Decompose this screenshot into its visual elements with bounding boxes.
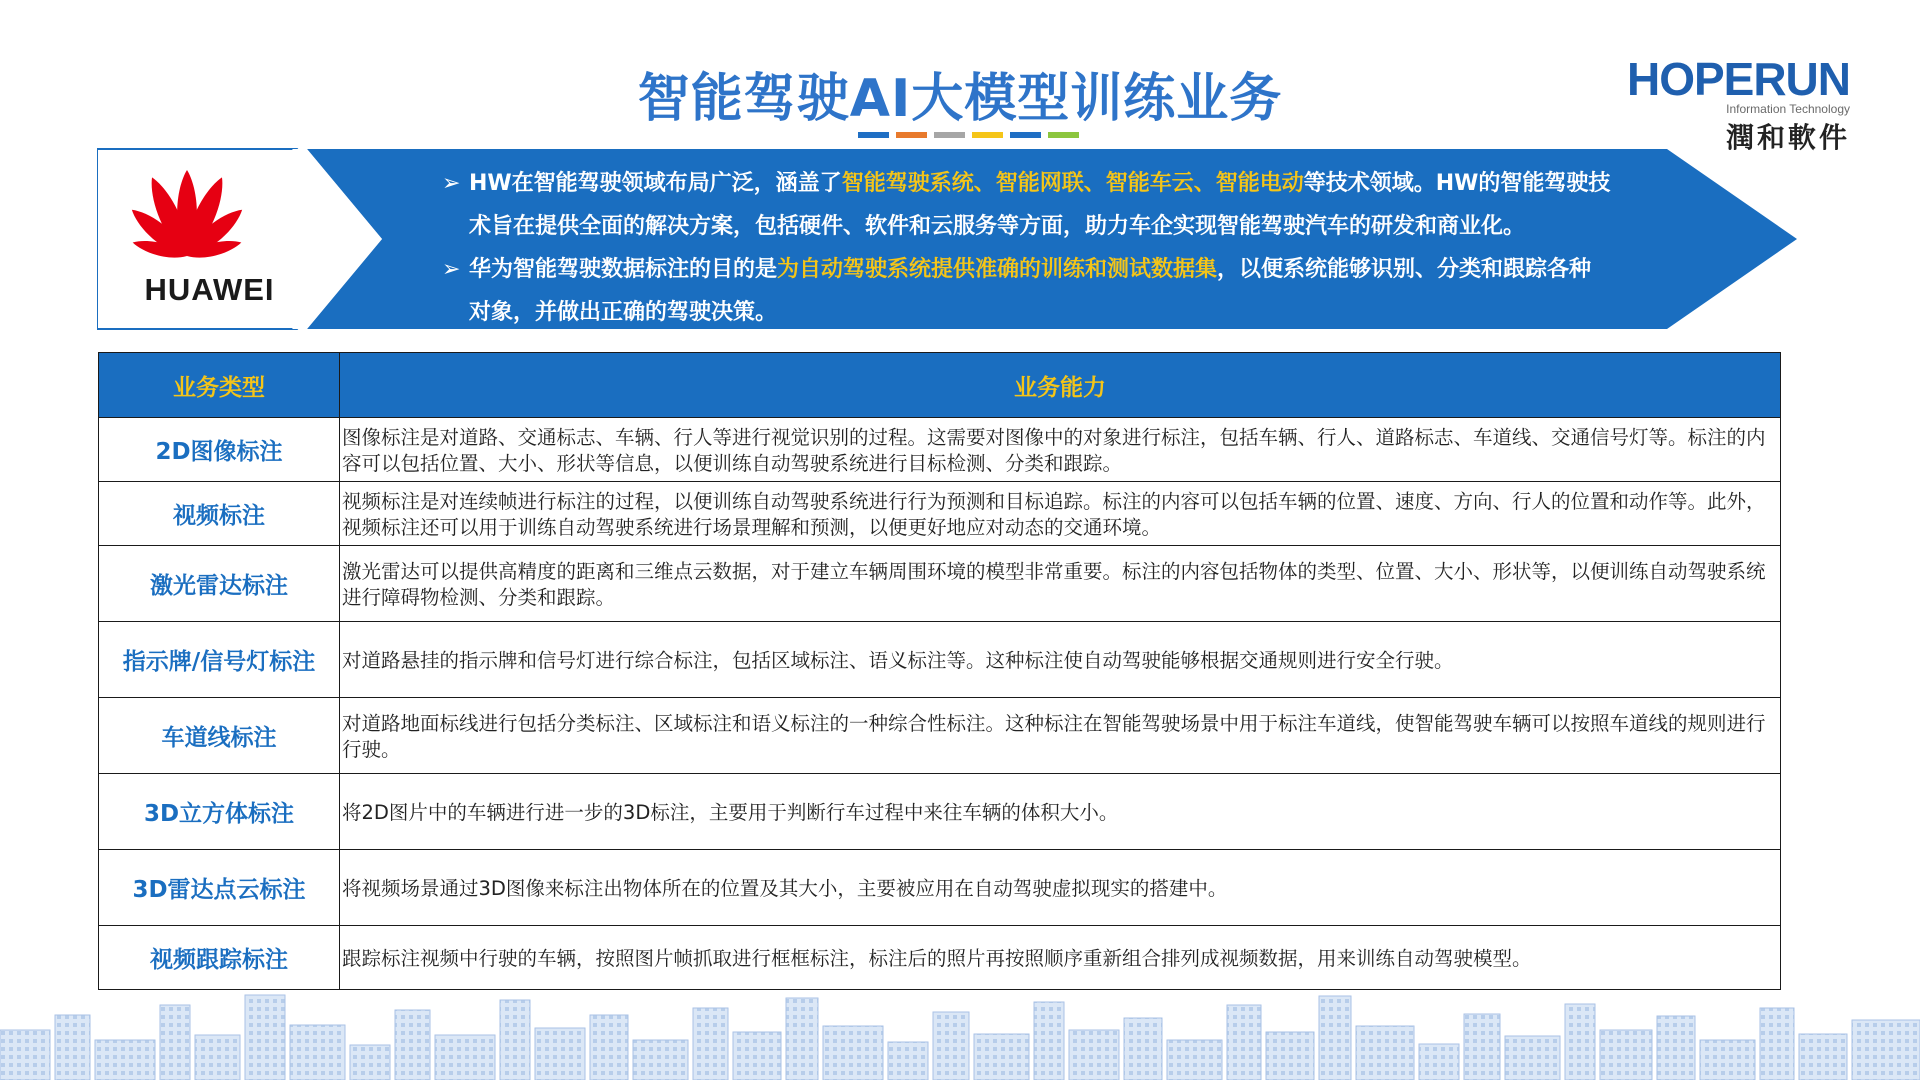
banner-line-1: ➢ HW在智能驾驶领域布局广泛，涵盖了智能驾驶系统、智能网联、智能车云、智能电动等技术领域。HW的智能驾驶技 [442, 162, 1802, 205]
service-table [98, 352, 1781, 990]
service-desc-cell: 将视频场景通过3D图像来标注出物体所在的位置及其大小，主要被应用在自动驾驶虚拟现实的搭建中。 [340, 850, 1781, 926]
huawei-wordmark: HUAWEI [144, 272, 275, 307]
accent-color-segment [858, 132, 889, 138]
intro-banner [97, 148, 1799, 330]
table-row [99, 698, 1781, 774]
service-type-cell: 2D图像标注 [99, 418, 340, 482]
table-row [99, 926, 1781, 990]
banner-highlight: 为自动驾驶系统提供准确的训练和测试数据集 [777, 257, 1218, 282]
hoperun-logo-tagline: Information Technology [1726, 102, 1850, 116]
header-service-type: 业务类型 [99, 353, 340, 418]
service-desc-cell: 图像标注是对道路、交通标志、车辆、行人等进行视觉识别的过程。这需要对图像中的对象进行标注，包括车辆、行人、道路标志、车道线、交通信号灯等。标注的内容可以包括位置、大小、形状等信息，以便训练自动驾驶系统进行目标检测、分类和跟踪。 [340, 418, 1781, 482]
hoperun-logo-name: HOPERUN [1626, 53, 1850, 105]
service-type-cell: 视频跟踪标注 [99, 926, 340, 990]
banner-line-2: 术旨在提供全面的解决方案，包括硬件、软件和云服务等方面，助力车企实现智能驾驶汽车的研发和商业化。 [469, 214, 1526, 239]
city-skyline-decoration [0, 990, 1920, 1080]
service-type-cell: 3D立方体标注 [99, 774, 340, 850]
service-type-cell: 视频标注 [99, 482, 340, 546]
title-color-bar [858, 132, 1079, 138]
service-desc-cell: 对道路地面标线进行包括分类标注、区域标注和语义标注的一种综合性标注。这种标注在智能驾驶场景中用于标注车道线，使智能驾驶车辆可以按照车道线的规则进行行驶。 [340, 698, 1781, 774]
service-type-cell: 激光雷达标注 [99, 546, 340, 622]
table-row [99, 774, 1781, 850]
service-type-cell: 指示牌/信号灯标注 [99, 622, 340, 698]
service-desc-cell: 激光雷达可以提供高精度的距离和三维点云数据，对于建立车辆周围环境的模型非常重要。标注的内容包括物体的类型、位置、大小、形状等，以便训练自动驾驶系统进行障碍物检测、分类和跟踪。 [340, 546, 1781, 622]
table-row [99, 482, 1781, 546]
page-title: 智能驾驶AI大模型训练业务 [637, 69, 1283, 129]
banner-highlight: 智能驾驶系统、智能网联、智能车云、智能电动 [841, 171, 1304, 196]
banner-text [442, 162, 1802, 334]
accent-color-segment [972, 132, 1003, 138]
service-desc-cell: 将2D图片中的车辆进行进一步的3D标注，主要用于判断行车过程中来往车辆的体积大小。 [340, 774, 1781, 850]
bullet-arrow-icon: ➢ [442, 171, 461, 196]
table-row [99, 622, 1781, 698]
service-desc-cell: 跟踪标注视频中行驶的车辆，按照图片帧抓取进行框框标注，标注后的照片再按照顺序重新组合排列成视频数据，用来训练自动驾驶模型。 [340, 926, 1781, 990]
header-service-capability: 业务能力 [340, 353, 1781, 418]
table-row [99, 546, 1781, 622]
hoperun-logo [1620, 53, 1850, 154]
accent-color-segment [896, 132, 927, 138]
accent-color-segment [1010, 132, 1041, 138]
banner-line-4: 对象，并做出正确的驾驶决策。 [469, 300, 778, 325]
banner-line-3: ➢ 华为智能驾驶数据标注的目的是为自动驾驶系统提供准确的训练和测试数据集，以便系统能够识别、分类和跟踪各种 [442, 248, 1802, 291]
accent-color-segment [1048, 132, 1079, 138]
table-row [99, 850, 1781, 926]
bullet-arrow-icon: ➢ [442, 257, 461, 282]
hoperun-logo-chinese: 潤和軟件 [1725, 121, 1850, 154]
service-desc-cell: 对道路悬挂的指示牌和信号灯进行综合标注，包括区域标注、语义标注等。这种标注使自动驾驶能够根据交通规则进行安全行驶。 [340, 622, 1781, 698]
table-row [99, 418, 1781, 482]
service-type-cell: 车道线标注 [99, 698, 340, 774]
table-header-row [99, 353, 1781, 418]
service-desc-cell: 视频标注是对连续帧进行标注的过程，以便训练自动驾驶系统进行行为预测和目标追踪。标注的内容可以包括车辆的位置、速度、方向、行人的位置和动作等。此外，视频标注还可以用于训练自动驾驶系统进行场景理解和预测，以便更好地应对动态的交通环境。 [340, 482, 1781, 546]
accent-color-segment [934, 132, 965, 138]
service-type-cell: 3D雷达点云标注 [99, 850, 340, 926]
